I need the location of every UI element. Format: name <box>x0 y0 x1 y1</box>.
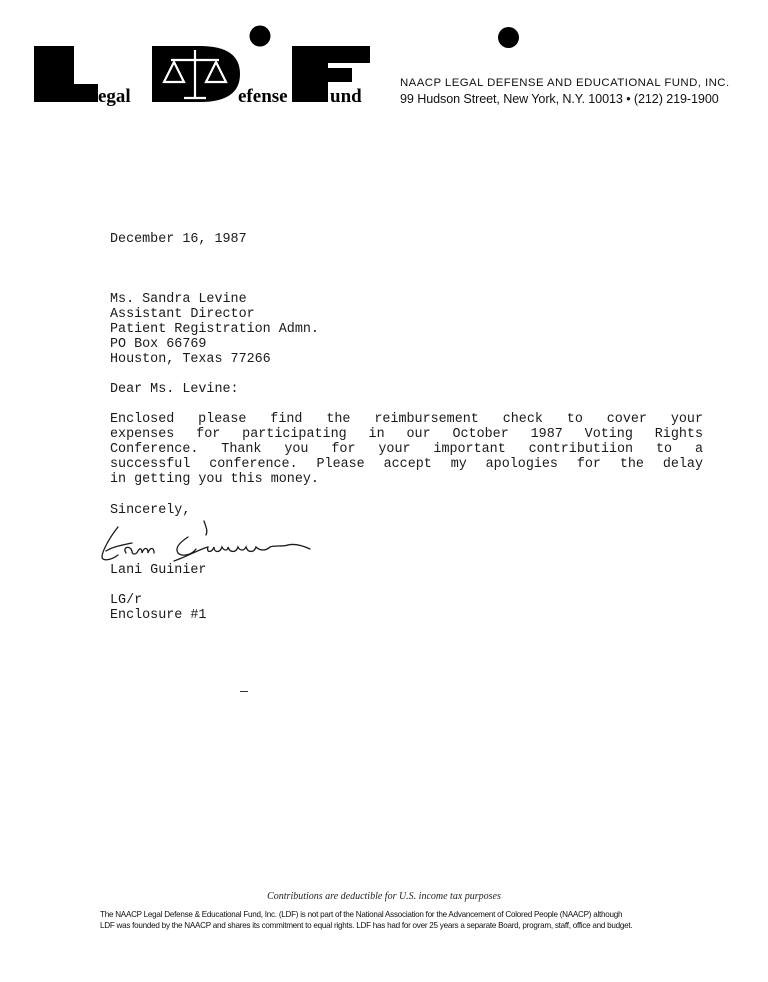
letter-date: December 16, 1987 <box>110 232 247 247</box>
body-line: Conference. Thank you for your important contributiion to a <box>110 442 703 457</box>
letterhead-text <box>400 77 750 106</box>
ldf-logo <box>34 24 384 108</box>
recipient-line: PO Box 66769 <box>110 337 207 352</box>
footer-disclaimer <box>100 910 700 931</box>
recipient-line: Houston, Texas 77266 <box>110 352 271 367</box>
body-line: in getting you this money. <box>110 472 319 487</box>
signer-name: Lani Guinier <box>110 563 207 578</box>
logo-word-egal: egal <box>98 86 131 107</box>
decorative-dot <box>498 27 519 48</box>
logo-dot <box>250 26 271 47</box>
closing: Sincerely, <box>110 503 191 518</box>
enclosure-note: Enclosure #1 <box>110 608 207 623</box>
body-line: Enclosed please find the reimbursement check to cover your <box>110 412 703 427</box>
letter-body <box>110 412 703 487</box>
logo-word-efense: efense <box>238 86 288 107</box>
typist-initials: LG/r <box>110 593 143 608</box>
recipient-address <box>110 292 319 367</box>
recipient-line: Assistant Director <box>110 307 255 322</box>
reference-block <box>110 593 206 623</box>
tax-deductible-note: Contributions are deductible for U.S. income tax purposes <box>267 891 501 902</box>
body-line: successful conference. Please accept my apologies for the delay <box>110 457 703 472</box>
organization-name: NAACP LEGAL DEFENSE AND EDUCATIONAL FUND, INC. <box>400 77 730 89</box>
handwritten-signature <box>96 517 326 569</box>
organization-address: 99 Hudson Street, New York, N.Y. 10013 • (212) 219-1900 <box>400 92 719 106</box>
recipient-line: Patient Registration Admn. <box>110 322 319 337</box>
stray-mark <box>240 691 248 692</box>
body-line: expenses for participating in our October 1987 Voting Rights <box>110 427 703 442</box>
recipient-line: Ms. Sandra Levine <box>110 292 247 307</box>
disclaimer-line: LDF was founded by the NAACP and shares its commitment to equal rights. LDF has had for over 25 years a separate Board, program, staff, office and budget. <box>100 920 633 930</box>
salutation: Dear Ms. Levine: <box>110 382 239 397</box>
disclaimer-line: The NAACP Legal Defense & Educational Fund, Inc. (LDF) is not part of the National Association for the Advancement of Colored People (NAACP) although <box>100 910 623 919</box>
logo-word-und: und <box>330 86 362 107</box>
